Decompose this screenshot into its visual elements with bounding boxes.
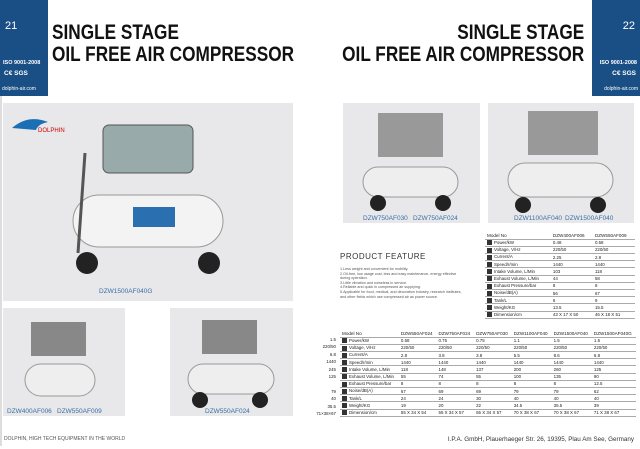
table-cell: Voltage, V/Hz bbox=[485, 246, 551, 253]
table-cell: Tank/L bbox=[485, 297, 551, 304]
table-cell: Power/kW bbox=[485, 239, 551, 246]
caption-r1a: DZW750AF030 bbox=[363, 215, 408, 222]
table-cell: Tank/L bbox=[340, 395, 399, 402]
table-cell: Exhaust Volume, L/Min bbox=[485, 275, 551, 282]
table-cell: 118 bbox=[399, 366, 437, 373]
table-cell: 19 bbox=[399, 402, 437, 409]
table-cell: 5.5 bbox=[512, 352, 552, 359]
spec-icon bbox=[487, 269, 492, 274]
spec-icon bbox=[342, 367, 347, 372]
spec-icon bbox=[487, 284, 492, 289]
table-cell: 30 bbox=[474, 395, 512, 402]
table-cell: 9 bbox=[593, 297, 635, 304]
table-header-row bbox=[485, 232, 635, 239]
table-cell: 135 bbox=[552, 373, 592, 380]
table-cell: 55 bbox=[399, 373, 437, 380]
table-cell: 1440 bbox=[437, 359, 475, 366]
table-row bbox=[340, 388, 636, 395]
column-header: Model No bbox=[485, 232, 551, 239]
table-cell: 8 bbox=[474, 380, 512, 387]
table-cell: Intake Volume, L/Min bbox=[340, 366, 399, 373]
caption-r1b: DZW750AF024 bbox=[413, 215, 458, 222]
table-cell: 0.58 bbox=[399, 337, 437, 344]
table-cell: 100 bbox=[512, 373, 552, 380]
svg-text:DOLPHIN: DOLPHIN bbox=[38, 128, 65, 134]
spec-icon bbox=[342, 374, 347, 379]
table-cell: 8 bbox=[551, 282, 593, 289]
table-row bbox=[485, 282, 635, 289]
table-cell: Exhaust Pressure/bar bbox=[340, 380, 399, 387]
table-row bbox=[340, 337, 636, 344]
table-row bbox=[485, 297, 635, 304]
table-cell: 24 bbox=[437, 395, 475, 402]
spec-icon bbox=[487, 248, 492, 253]
overflow-value: 125 bbox=[328, 373, 336, 379]
table-cell: 0.48 bbox=[551, 239, 593, 246]
feature-item: 2.Oil-free, low usage cost, less and easy maintenance, energy effective bbox=[340, 271, 457, 276]
overflow-value bbox=[296, 381, 336, 388]
table-cell: 220/50 bbox=[551, 246, 593, 253]
table-cell: 65 X 34 X 57 bbox=[474, 409, 512, 416]
table-cell: Speed/r/min bbox=[485, 261, 551, 268]
table-cell: 34.5 bbox=[512, 402, 552, 409]
table-cell: 24 bbox=[399, 395, 437, 402]
overflow-value: 35.5 bbox=[327, 403, 336, 409]
table-cell: Noise/dB(A) bbox=[485, 290, 551, 297]
table-cell: Weight/KG bbox=[485, 304, 551, 311]
table-row bbox=[485, 268, 635, 275]
table-cell: 1440 bbox=[474, 359, 512, 366]
feature-item: 3.Little vibration and noiseless in service. bbox=[340, 280, 408, 285]
caption-r2b: DZW1500AF040 bbox=[565, 215, 614, 222]
table-cell: 260 bbox=[552, 366, 592, 373]
table-cell: 8 bbox=[399, 380, 437, 387]
table-cell: 6.8 bbox=[592, 352, 636, 359]
table-cell: 69 bbox=[437, 388, 475, 395]
overflow-value: 220/50 bbox=[322, 344, 336, 350]
cert-marks-left: C€ SGS bbox=[4, 70, 28, 77]
spec-icon bbox=[487, 262, 492, 267]
table-cell: Voltage, V/Hz bbox=[340, 344, 399, 351]
table-row bbox=[340, 359, 636, 366]
table-cell: 20 bbox=[437, 402, 475, 409]
table-cell: Dimension/cm bbox=[485, 311, 551, 318]
table-cell: 2.25 bbox=[551, 254, 593, 261]
spec-icon bbox=[487, 291, 492, 296]
spec-icon bbox=[487, 240, 492, 245]
table-row bbox=[485, 290, 635, 297]
table-cell: 44 bbox=[551, 275, 593, 282]
table-cell: 55 bbox=[474, 373, 512, 380]
table-cell: 71 X 38 X 67 bbox=[592, 409, 636, 416]
table-cell: 2.8 bbox=[399, 352, 437, 359]
table-cell: Weight/KG bbox=[340, 402, 399, 409]
table-cell: 0.75 bbox=[474, 337, 512, 344]
table-row bbox=[485, 246, 635, 253]
table-cell: Intake Volume, L/Min bbox=[485, 268, 551, 275]
table-cell: 55 X 34 X 57 bbox=[437, 409, 475, 416]
feature-heading: PRODUCT FEATURE bbox=[340, 252, 426, 261]
spec-icon bbox=[487, 298, 492, 303]
spec-icon bbox=[342, 410, 347, 415]
table-cell: 62 bbox=[592, 388, 636, 395]
photo-right-1 bbox=[343, 103, 480, 223]
table-cell: 1440 bbox=[593, 261, 635, 268]
table-cell: Power/kW bbox=[340, 337, 399, 344]
overflow-value: 71×38×67 bbox=[316, 410, 336, 416]
page-number-right: 22 bbox=[622, 20, 635, 32]
table-cell: 67 bbox=[399, 388, 437, 395]
spec-icon bbox=[342, 403, 347, 408]
table-cell: 55 X 34 X 54 bbox=[399, 409, 437, 416]
caption-br: DZW550AF024 bbox=[205, 408, 250, 415]
table-cell: 220/50 bbox=[399, 344, 437, 351]
table-header-row bbox=[340, 330, 636, 337]
table-row bbox=[485, 261, 635, 268]
iso-badge-right: ISO 9001-2008 bbox=[599, 60, 637, 66]
table-cell: 22 bbox=[474, 402, 512, 409]
table-cell: 56 bbox=[551, 290, 593, 297]
table-row bbox=[340, 380, 636, 387]
table-cell: 2.8 bbox=[593, 254, 635, 261]
spine-line bbox=[0, 96, 2, 446]
table-cell: 40 bbox=[592, 395, 636, 402]
photo-small-right bbox=[170, 308, 293, 416]
caption-r2a: DZW1100AF040 bbox=[514, 215, 562, 222]
spec-table-large bbox=[340, 330, 636, 417]
table-cell: 1440 bbox=[592, 359, 636, 366]
spec-icon bbox=[342, 338, 347, 343]
table-cell: 43 X 17 X 50 bbox=[551, 311, 593, 318]
table-cell: 220/50 bbox=[512, 344, 552, 351]
product-feature bbox=[340, 252, 495, 299]
table-cell: Current/A bbox=[485, 254, 551, 261]
column-header: DZW550AF024 bbox=[399, 330, 437, 337]
table-cell: 1.1 bbox=[512, 337, 552, 344]
table-cell: Exhaust Pressure/bar bbox=[485, 282, 551, 289]
table-cell: 67 bbox=[593, 290, 635, 297]
table-cell: 1.5 bbox=[592, 337, 636, 344]
table-cell: 35.5 bbox=[552, 402, 592, 409]
spec-icon bbox=[487, 305, 492, 310]
iso-badge-left: ISO 9001-2008 bbox=[3, 60, 41, 66]
spec-icon bbox=[487, 312, 492, 317]
footer-left: DOLPHIN, HIGH TECH EQUIPMENT IN THE WORLD bbox=[4, 436, 126, 442]
spec-icon bbox=[342, 346, 347, 351]
photo-right-2 bbox=[488, 103, 634, 223]
table-cell: 1440 bbox=[551, 261, 593, 268]
caption-main: DZW1500AF040G bbox=[99, 288, 153, 295]
table-cell: 74 bbox=[437, 373, 475, 380]
table-cell: 200 bbox=[512, 366, 552, 373]
table-cell: 79 bbox=[512, 388, 552, 395]
table-cell: 40 bbox=[552, 395, 592, 402]
table-row bbox=[485, 275, 635, 282]
overflow-value: 6.8 bbox=[329, 351, 336, 357]
overflow-value: 1.5 bbox=[329, 337, 336, 342]
table-cell: 1.5 bbox=[552, 337, 592, 344]
table-cell: 3.8 bbox=[474, 352, 512, 359]
table-cell: 13.5 bbox=[551, 304, 593, 311]
overflow-value: 79 bbox=[331, 388, 336, 394]
table-cell: 0.75 bbox=[437, 337, 475, 344]
table-row bbox=[340, 409, 636, 416]
table-cell: Dimension/cm bbox=[340, 409, 399, 416]
photo-small-left bbox=[3, 308, 125, 416]
table-cell: 8.6 bbox=[552, 352, 592, 359]
table-row bbox=[340, 373, 636, 380]
table-cell: 220/50 bbox=[474, 344, 512, 351]
table-cell: 220/50 bbox=[552, 344, 592, 351]
table-cell: 1440 bbox=[512, 359, 552, 366]
caption-bl1: DZW400AF006 bbox=[7, 408, 52, 415]
table-cell: 39 bbox=[592, 402, 636, 409]
overflow-value: 40 bbox=[331, 396, 336, 402]
cert-marks-right: C€ SGS bbox=[612, 70, 636, 77]
table-cell: 8 bbox=[512, 380, 552, 387]
feature-item: 1.Less weight and convenient for mobility. bbox=[340, 267, 409, 271]
column-header: Model No bbox=[340, 330, 399, 337]
table-cell: 125 bbox=[592, 366, 636, 373]
table-cell: 220/50 bbox=[593, 246, 635, 253]
spec-icon bbox=[342, 382, 347, 387]
table-cell: 8 bbox=[552, 380, 592, 387]
feature-item: and other fields which use compressed air as power source. bbox=[340, 294, 438, 299]
table-cell: 58 bbox=[593, 275, 635, 282]
spec-icon bbox=[342, 396, 347, 401]
table-row bbox=[340, 366, 636, 373]
table-row bbox=[340, 402, 636, 409]
spec-icon bbox=[342, 353, 347, 358]
caption-bl2: DZW550AF009 bbox=[57, 408, 102, 415]
feature-item: 4.Reliable and quick in compressed air supplying. bbox=[340, 285, 421, 290]
table-cell: Speed/r/min bbox=[340, 359, 399, 366]
table-cell: 137 bbox=[474, 366, 512, 373]
table-cell: 69 bbox=[474, 388, 512, 395]
table-cell: 70 X 38 X 67 bbox=[512, 409, 552, 416]
table-cell: 46 X 18 X 51 bbox=[593, 311, 635, 318]
left-sidebar-band bbox=[0, 0, 48, 96]
table-cell: 8 bbox=[593, 282, 635, 289]
table-cell: 40 bbox=[512, 395, 552, 402]
column-header: DZW1500AF040G bbox=[592, 330, 636, 337]
table-cell: 8 bbox=[437, 380, 475, 387]
table-cell: 148 bbox=[437, 366, 475, 373]
table-row bbox=[485, 239, 635, 246]
table-cell: 3.8 bbox=[437, 352, 475, 359]
dolphin-logo bbox=[8, 112, 68, 138]
overflow-value: 245 bbox=[328, 366, 336, 372]
table-cell: Current/A bbox=[340, 352, 399, 359]
table-cell: 220/50 bbox=[592, 344, 636, 351]
spec-table-small bbox=[485, 232, 635, 319]
table-cell: 0.58 bbox=[593, 239, 635, 246]
url-left[interactable]: dolphin-air.com bbox=[2, 86, 36, 92]
spec-icon bbox=[342, 389, 347, 394]
url-right[interactable]: dolphin-air.com bbox=[604, 86, 638, 92]
table-cell: 79 bbox=[552, 388, 592, 395]
footer-right: I.P.A. GmbH, Plauerhaeger Str. 26, 19395, Plau Am See, Germany bbox=[447, 436, 634, 443]
table-cell: 6 bbox=[551, 297, 593, 304]
page-title-left: SINGLE STAGE OIL FREE AIR COMPRESSOR bbox=[52, 21, 295, 67]
column-header: DZW400AF006 bbox=[551, 232, 593, 239]
table-cell: 12.5 bbox=[592, 380, 636, 387]
table-cell: 1440 bbox=[552, 359, 592, 366]
table-cell: 220/50 bbox=[437, 344, 475, 351]
table-cell: 90 bbox=[592, 373, 636, 380]
spec-icon bbox=[342, 360, 347, 365]
column-header: DZW1500AF040 bbox=[552, 330, 592, 337]
column-header: DZW550AF009 bbox=[593, 232, 635, 239]
feature-item: 5.Applicable for food, medical, and decoration industry, research institutes, bbox=[340, 289, 462, 294]
table-row bbox=[340, 352, 636, 359]
table-cell: 70 X 38 X 67 bbox=[552, 409, 592, 416]
spec-icon bbox=[487, 255, 492, 260]
spec-column-left-continued bbox=[296, 337, 336, 418]
table-row bbox=[485, 304, 635, 311]
spec-icon bbox=[487, 276, 492, 281]
table-cell: Exhaust Volume, L/Min bbox=[340, 373, 399, 380]
column-header: DZW1100AF040 bbox=[512, 330, 552, 337]
table-cell: 118 bbox=[593, 268, 635, 275]
table-row bbox=[340, 344, 636, 351]
feature-item: during operation. bbox=[340, 276, 368, 281]
table-cell: 1440 bbox=[399, 359, 437, 366]
column-header: DZW750AF024 bbox=[437, 330, 475, 337]
feature-list bbox=[340, 267, 495, 299]
page-number-left: 21 bbox=[5, 20, 18, 32]
table-cell: Noise/dB(A) bbox=[340, 388, 399, 395]
table-row bbox=[485, 311, 635, 318]
overflow-value: 1440 bbox=[326, 359, 336, 365]
table-row bbox=[340, 395, 636, 402]
table-cell: 15.5 bbox=[593, 304, 635, 311]
table-row bbox=[485, 254, 635, 261]
page-title-right: SINGLE STAGE OIL FREE AIR COMPRESSOR bbox=[341, 21, 584, 67]
table-cell: 103 bbox=[551, 268, 593, 275]
column-header: DZW750AF030 bbox=[474, 330, 512, 337]
right-sidebar-band bbox=[592, 0, 640, 96]
